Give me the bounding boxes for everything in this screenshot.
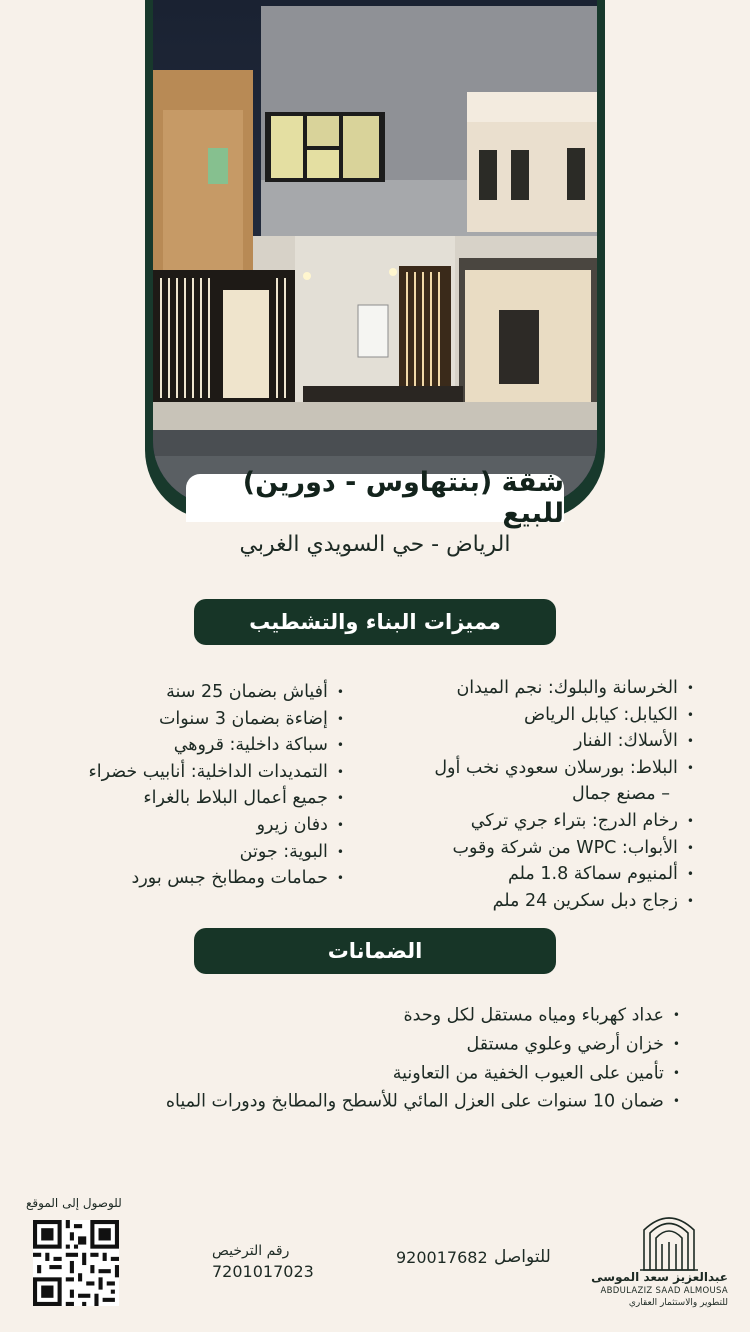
features-heading: مميزات البناء والتشطيب bbox=[194, 599, 556, 645]
features-right-list bbox=[434, 675, 694, 914]
list-item: • عداد كهرباء ومياه مستقل لكل وحدة bbox=[166, 1001, 680, 1030]
list-item: • البوية: جوتن bbox=[89, 839, 345, 866]
license-label: رقم الترخيص bbox=[212, 1243, 290, 1259]
company-tagline: للتطوير والاستثمار العقاري bbox=[628, 1298, 728, 1308]
company-name-en: ABDULAZIZ SAAD ALMOUSA bbox=[600, 1286, 728, 1296]
list-item: • ألمنيوم سماكة 1.8 ملم bbox=[434, 861, 694, 888]
list-item: • الأسلاك: الفنار bbox=[434, 728, 694, 755]
list-item: • الخرسانة والبلوك: نجم الميدان bbox=[434, 675, 694, 702]
list-item: • سباكة داخلية: قروهي bbox=[89, 732, 345, 759]
warranties-list bbox=[166, 1001, 680, 1116]
page-title: شقة (بنتهاوس - دورين) للبيع bbox=[242, 467, 564, 529]
license-number: 7201017023 bbox=[212, 1262, 314, 1281]
features-left-list bbox=[89, 679, 345, 892]
list-item: • أفياش بضمان 25 سنة bbox=[89, 679, 345, 706]
list-item: • البلاط: بورسلان سعودي نخب أول bbox=[434, 755, 694, 782]
hero-photo-frame bbox=[145, 0, 605, 520]
building-photo bbox=[153, 0, 597, 505]
list-item: • خزان أرضي وعلوي مستقل bbox=[166, 1030, 680, 1059]
qr-label: للوصول إلى الموقع bbox=[26, 1196, 122, 1210]
qr-code-icon[interactable] bbox=[33, 1220, 119, 1306]
list-item: • إضاءة بضمان 3 سنوات bbox=[89, 706, 345, 733]
list-item: • التمديدات الداخلية: أنابيب خضراء bbox=[89, 759, 345, 786]
warranties-heading: الضمانات bbox=[194, 928, 556, 974]
company-logo-icon bbox=[636, 1208, 702, 1272]
list-item: • حمامات ومطابخ جبس بورد bbox=[89, 865, 345, 892]
list-item: • جميع أعمال البلاط بالغراء bbox=[89, 785, 345, 812]
contact-label: للتواصل bbox=[494, 1247, 551, 1267]
list-item: • تأمين على العيوب الخفية من التعاونية bbox=[166, 1059, 680, 1088]
location-subtitle: الرياض - حي السويدي الغربي bbox=[239, 532, 511, 557]
list-item: • الكيابل: كيابل الرياض bbox=[434, 702, 694, 729]
building-illustration bbox=[153, 0, 597, 505]
list-item: – مصنع جمال bbox=[571, 784, 670, 805]
list-item: • ضمان 10 سنوات على العزل المائي للأسطح والمطابخ ودورات المياه bbox=[166, 1087, 680, 1116]
title-box bbox=[186, 467, 564, 529]
contact-number[interactable]: 920017682 bbox=[396, 1248, 488, 1267]
company-name-ar: عبدالعزيز سعد الموسى bbox=[591, 1270, 728, 1284]
list-item: • دفان زيرو bbox=[89, 812, 345, 839]
list-item: • رخام الدرج: بتراء جري تركي bbox=[434, 808, 694, 835]
list-item: • الأبواب: WPC من شركة وقوب bbox=[434, 835, 694, 862]
list-item: • زجاج دبل سكرين 24 ملم bbox=[434, 888, 694, 915]
